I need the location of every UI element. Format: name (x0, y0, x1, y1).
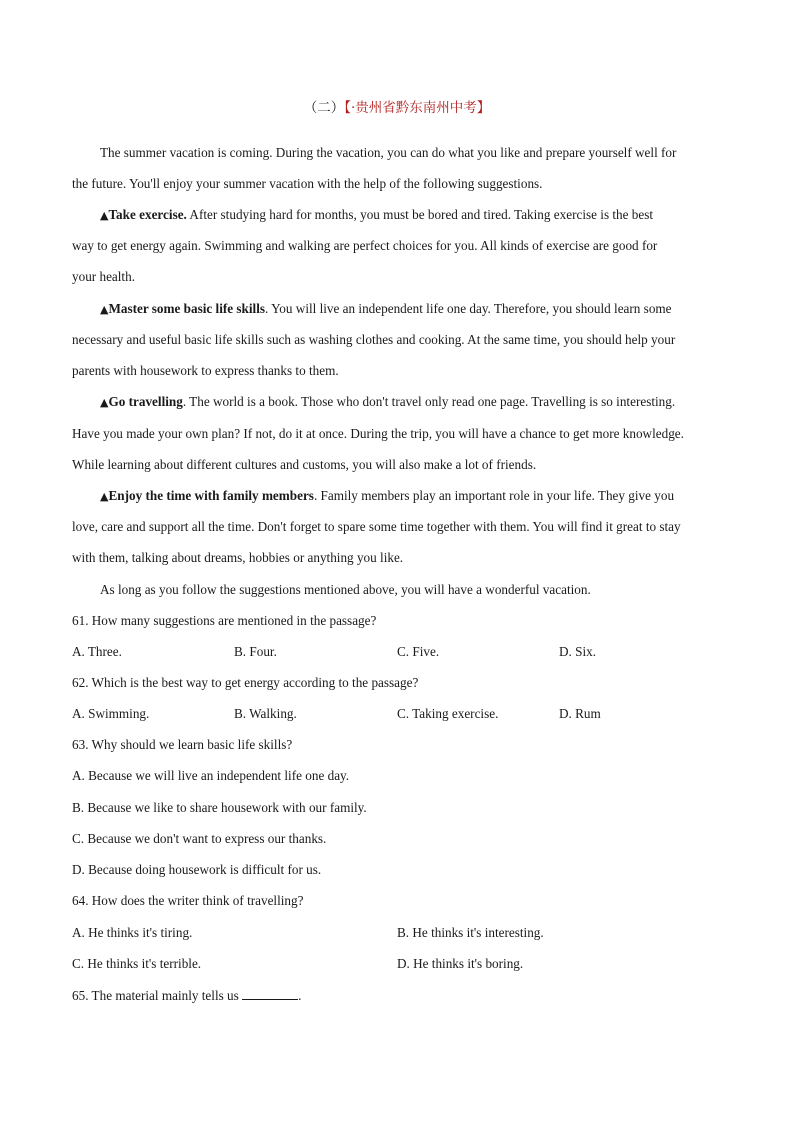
triangle-bullet-icon: ▲ (100, 303, 109, 316)
section-heading (0, 96, 794, 116)
passage-line: necessary and useful basic life skills such as washing clothes and cooking. At the same time, you should help your (72, 332, 676, 347)
question-62-option-a: A. Swimming. (72, 706, 150, 721)
question-63-option-d: D. Because doing housework is difficult for us. (72, 862, 322, 877)
passage-line: with them, talking about dreams, hobbies or anything you like. (72, 550, 404, 565)
question-64-option-b: B. He thinks it's interesting. (397, 925, 544, 940)
passage-line: The summer vacation is coming. During the vacation, you can do what you like and prepare yourself well for (100, 145, 677, 160)
suggestion-1-line (100, 207, 653, 223)
question-61-option-c: C. Five. (397, 644, 440, 659)
suggestion-text: . You will live an independent life one day. Therefore, you should learn some (265, 301, 672, 316)
suggestion-title: Enjoy the time with family members (108, 488, 314, 503)
passage-line: parents with housework to express thanks to them. (72, 363, 339, 378)
question-61-stem: 61. How many suggestions are mentioned in the passage? (72, 613, 377, 628)
suggestion-2-line (100, 301, 672, 317)
question-65-period: . (298, 988, 302, 1003)
question-61-option-a: A. Three. (72, 644, 122, 659)
suggestion-title: Take exercise. (108, 207, 187, 222)
question-65-stem: 65. The material mainly tells us (72, 988, 239, 1003)
passage-line: While learning about different cultures and customs, you will also make a lot of friends. (72, 457, 537, 472)
question-61-option-b: B. Four. (234, 644, 277, 659)
question-63-option-b: B. Because we like to share housework with our family. (72, 800, 367, 815)
question-63-stem: 63. Why should we learn basic life skills? (72, 737, 293, 752)
question-64-stem: 64. How does the writer think of travelling? (72, 893, 304, 908)
question-64-option-c: C. He thinks it's terrible. (72, 956, 202, 971)
section-number: （二） (303, 100, 345, 116)
passage-line: the future. You'll enjoy your summer vacation with the help of the following suggestions. (72, 176, 543, 191)
suggestion-3-line (100, 394, 675, 410)
suggestion-text: . The world is a book. Those who don't travel only read one page. Travelling is so interesting. (182, 394, 676, 409)
passage-line: way to get energy again. Swimming and walking are perfect choices for you. All kinds of exercise are good for (72, 238, 658, 253)
question-62-option-b: B. Walking. (234, 706, 297, 721)
triangle-bullet-icon: ▲ (100, 209, 109, 222)
suggestion-title: Go travelling (108, 394, 183, 409)
question-62-stem: 62. Which is the best way to get energy according to the passage? (72, 675, 419, 690)
triangle-bullet-icon: ▲ (100, 490, 109, 503)
suggestion-text: . Family members play an important role in your life. They give you (313, 488, 675, 503)
passage-line: Have you made your own plan? If not, do it at once. During the trip, you will have a chance to get more knowledge. (72, 426, 684, 441)
source-label: ·贵州省黔东南州中考 (350, 100, 477, 116)
answer-blank (242, 987, 298, 1000)
passage-line: your health. (72, 269, 135, 284)
passage-line: love, care and support all the time. Don't forget to spare some time together with them. You will find it great to stay (72, 519, 681, 534)
question-62-option-d: D. Rum (559, 706, 601, 721)
suggestion-4-line (100, 488, 674, 504)
suggestion-title: Master some basic life skills (108, 301, 265, 316)
question-62-option-c: C. Taking exercise. (397, 706, 499, 721)
source-bracket-close: 】 (476, 100, 491, 116)
question-63-option-c: C. Because we don't want to express our thanks. (72, 831, 327, 846)
suggestion-text: After studying hard for months, you must be bored and tired. Taking exercise is the best (186, 207, 654, 222)
source-bracket-open: 【 (344, 100, 351, 116)
question-63-option-a: A. Because we will live an independent life one day. (72, 768, 350, 783)
question-64-option-d: D. He thinks it's boring. (397, 956, 524, 971)
passage-closing: As long as you follow the suggestions mentioned above, you will have a wonderful vacation. (100, 582, 591, 597)
question-61-option-d: D. Six. (559, 644, 597, 659)
question-64-option-a: A. He thinks it's tiring. (72, 925, 193, 940)
question-65-line (72, 987, 301, 1004)
triangle-bullet-icon: ▲ (100, 396, 109, 409)
